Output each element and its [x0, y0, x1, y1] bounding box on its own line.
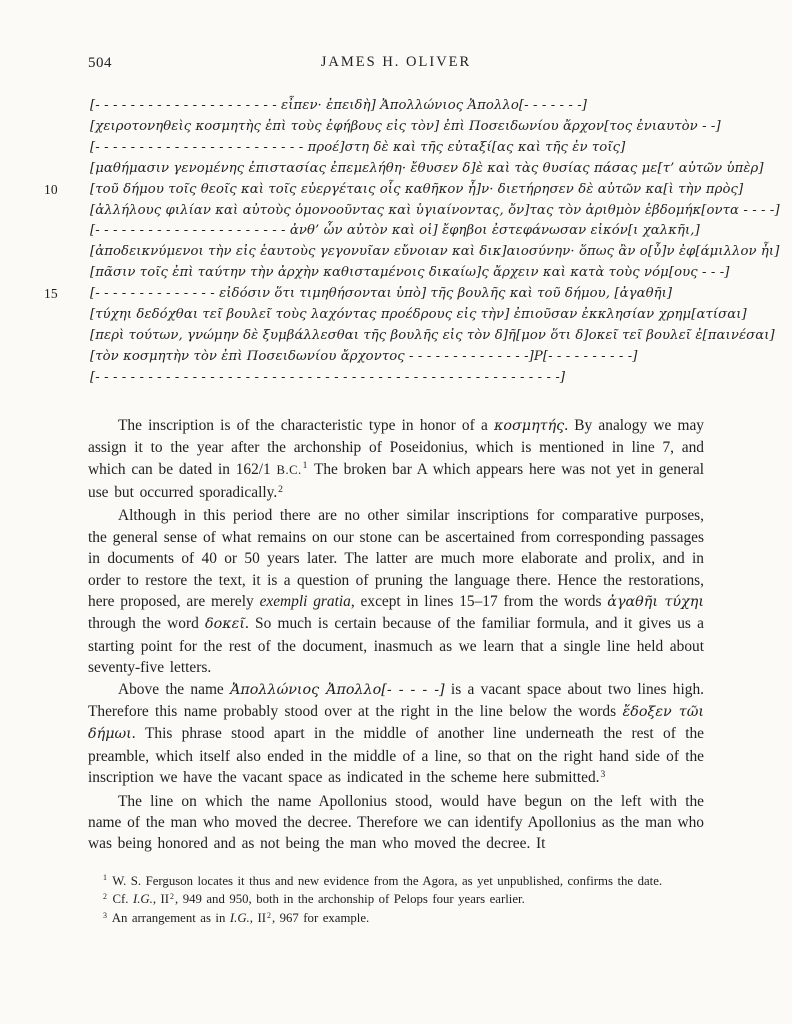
- footnote: [88, 910, 704, 929]
- text-run: Above the name: [118, 680, 231, 698]
- text-run: . So much is certain because of the familiar formula, and it gives us a starting point for the rest of the document, inasmuch as we learn that a single line held about seventy-five letters.: [88, 615, 704, 677]
- inscription-greek-text: [χειροτονηθεὶς κοσμητὴς ἐπὶ τοὺς ἐφήβους εἰς τὸν] ἐπὶ Ποσειδωνίου ἄρχον[τος ἐνιαυτὸν - -]: [90, 118, 721, 134]
- inscription-greek-text: [- - - - - - - - - - - - - - - - - - - - - - - - προέ]στη δὲ καὶ τῆς εὐταξί[ας καὶ τῆς ἐν τοῖς]: [90, 139, 626, 155]
- footnote-ref: 2: [170, 892, 175, 902]
- footnote-ref: 2: [266, 910, 271, 920]
- inscription-line: [90, 159, 764, 180]
- inscription-line: [90, 263, 730, 284]
- inscription-line: [44, 284, 722, 305]
- commentary-body: [88, 415, 704, 855]
- text-run: , II: [249, 911, 266, 925]
- running-head-author: JAMES H. OLIVER: [320, 54, 472, 70]
- text-run: , 949 and 950, both in the archonship of Pelops four years earlier.: [175, 892, 525, 907]
- footnotes-section: [88, 873, 704, 929]
- inscription-greek-text: [περὶ τούτων, γνώμην δὲ ξυμβάλλεσθαι τῆς βουλῆς εἰς τὸν δ]ῆ[μον ὅτι δ]οκεῖ τεῖ βουλεῖ ἐ[παινέσαι]: [90, 327, 775, 343]
- inscription-line: [90, 138, 722, 159]
- text-run: B.C.: [276, 462, 302, 477]
- inscription-greek-text: [ἀποδεικνύμενοι τὴν εἰς ἑαυτοὺς γεγονυῖαν εὔνοιαν καὶ δικ]αιοσύνην· ὅπως ἂν ο[ὖ]ν ἐφ[άμιλλον ἦι]: [90, 244, 780, 260]
- text-run: The broken bar A which appears here was not yet in general use but occurred sporadically.: [88, 460, 704, 501]
- inscription-greek-text: [τὸν κοσμητὴν τὸν ἐπὶ Ποσειδωνίου ἄρχοντος - - - - - - - - - - - - - -]Ρ[- - - - - - - - - -]: [90, 348, 638, 364]
- greek-phrase: ἔδοξεν τῶι δήμωι: [88, 703, 704, 743]
- footnote-number: 1: [103, 873, 107, 883]
- inscription-line: [90, 117, 722, 138]
- text-run: An arrangement as in: [107, 911, 230, 925]
- footnote-ref: 1: [302, 460, 308, 472]
- inscription-greek-text: [- - - - - - - - - - - - - - - - - - - - - - - - - - - - - - - - - - - - - - - - - - - - - - - - - - - - -]: [90, 369, 566, 385]
- footnote: [88, 891, 704, 910]
- text-run: Although in this period there are no other similar inscriptions for comparative purposes, the general sense of what remains on our stone can be ascertained from corresponding passages in documents of 40 or 50 years later. The latter are much more elaborate and prolix, and in order to restore the text, it is a question of pruning the language there. Hence the restorations, here proposed, are merely: [88, 507, 704, 610]
- inscription-line: [90, 201, 780, 222]
- text-run: . This phrase stood apart in the middle of another line underneath the rest of the preamble, which itself also ended in the middle of a line, so that on the right hand side of the inscription we have the vacant space as indicated in the scheme here submitted.: [88, 725, 704, 787]
- greek-phrase: δοκεῖ: [205, 616, 245, 633]
- text-run: The inscription is of the characteristic type in honor of a: [118, 416, 495, 434]
- footnote: [88, 873, 704, 892]
- inscription-greek-text: [πᾶσιν τοῖς ἐπὶ ταύτην τὴν ἀρχὴν καθισταμένοις δικαίω]ς ἄρχειν καὶ κατὰ τοὺς νόμ[ους - - -]: [90, 265, 730, 281]
- greek-phrase: Ἀπολλώνιος Ἀπολλο[- - - - -]: [230, 681, 445, 698]
- text-run: I.G.: [229, 911, 250, 925]
- footnote-ref: 2: [278, 483, 283, 495]
- inscription-line: [90, 221, 722, 242]
- text-run: exempli gratia: [259, 592, 351, 610]
- body-paragraph: [88, 679, 704, 791]
- inscription-greek-text: [τοῦ δήμου τοῖς θεοῖς καὶ τοῖς εὐεργέταις οἷς καθῆκον ἦ]ν· διετήρησεν δὲ αὐτῶν κα[ὶ τὴν πρὸς]: [90, 181, 744, 197]
- inscription-line: [90, 326, 775, 347]
- inscription-line: [90, 368, 722, 389]
- footnote-number: 2: [103, 892, 107, 902]
- text-run: , 967 for example.: [271, 911, 370, 925]
- text-run: is a vacant space about two lines high. Therefore this name probably stood over at the right in the line below the words: [88, 680, 705, 720]
- body-paragraph: [88, 505, 704, 678]
- page-number: 504: [88, 55, 112, 71]
- body-paragraph: [88, 415, 704, 506]
- inscription-line: [90, 305, 747, 326]
- inscription-greek-text: [ἀλλήλους φιλίαν καὶ αὐτοὺς ὁμονοοῦντας καὶ ὑγιαίνοντας, ὄν]τας τὸν ἀριθμὸν ἑβδομήκ[οντα - - - -]: [90, 202, 780, 218]
- inscription-line: [90, 96, 722, 117]
- inscription-greek-text: [μαθήμασιν γενομένης ἐπιστασίας ἐπεμελήθη· ἔθυσεν δ]ὲ καὶ τὰς θυσίας πάσας με[τ’ αὐτῶν ὑπὲρ]: [90, 160, 764, 176]
- text-run: , except in lines 15–17 from the words: [350, 592, 608, 610]
- text-run: I.G.: [132, 892, 153, 907]
- page-header: [88, 54, 704, 74]
- text-run: W. S. Ferguson locates it thus and new evidence from the Agora, as yet unpublished, confirms the date.: [107, 873, 663, 888]
- footnote-ref: 3: [600, 768, 606, 780]
- inscription-line-number: 15: [44, 286, 58, 302]
- inscription-greek-text: [τύχηι δεδόχθαι τεῖ βουλεῖ τοὺς λαχόντας προέδρους εἰς τὴν] ἐπιοῦσαν ἐκκλησίαν χρημ[ατίσαι]: [90, 307, 747, 323]
- inscription-line: [90, 347, 722, 368]
- body-paragraph: [88, 791, 704, 855]
- greek-phrase: ἀγαθῆι τύχηι: [607, 593, 704, 610]
- greek-phrase: κοσμητής: [494, 417, 565, 434]
- text-run: Cf.: [107, 892, 133, 907]
- text-run: The line on which the name Apollonius stood, would have begun on the left with the name of the man who moved the decree. Therefore we can identify Apollonius as the man who was being honored and as not being the man who moved the decree. It: [88, 792, 704, 853]
- text-run: . By analogy we may assign it to the year after the archonship of Poseidonius, which is mentioned in line 7, and which can be dated in 162/1: [88, 416, 704, 478]
- text-run: , II: [152, 892, 170, 907]
- footnote-number: 3: [103, 910, 107, 920]
- inscription-greek-text: [- - - - - - - - - - - - - - - - - - - - - εἶπεν· ἐπειδὴ] Ἀπολλώνιος Ἀπολλο[- - - - - - -]: [90, 98, 588, 113]
- greek-inscription-block: [44, 96, 780, 389]
- inscription-line-number: 10: [44, 181, 58, 197]
- inscription-greek-text: [- - - - - - - - - - - - - - - - - - - - - - ἀνθ’ ὧν αὐτὸν καὶ οἱ] ἔφηβοι ἐστεφάνωσαν εἰκόν[ι χαλκῆι,]: [90, 223, 700, 239]
- text-run: through the word: [88, 615, 206, 633]
- inscription-greek-text: [- - - - - - - - - - - - - - εἰδόσιν ὅτι τιμηθήσονται ὑπὸ] τῆς βουλῆς καὶ τοῦ δήμου, [ἀγαθῆι]: [90, 286, 673, 302]
- inscription-line: [44, 180, 744, 201]
- inscription-line: [90, 242, 780, 263]
